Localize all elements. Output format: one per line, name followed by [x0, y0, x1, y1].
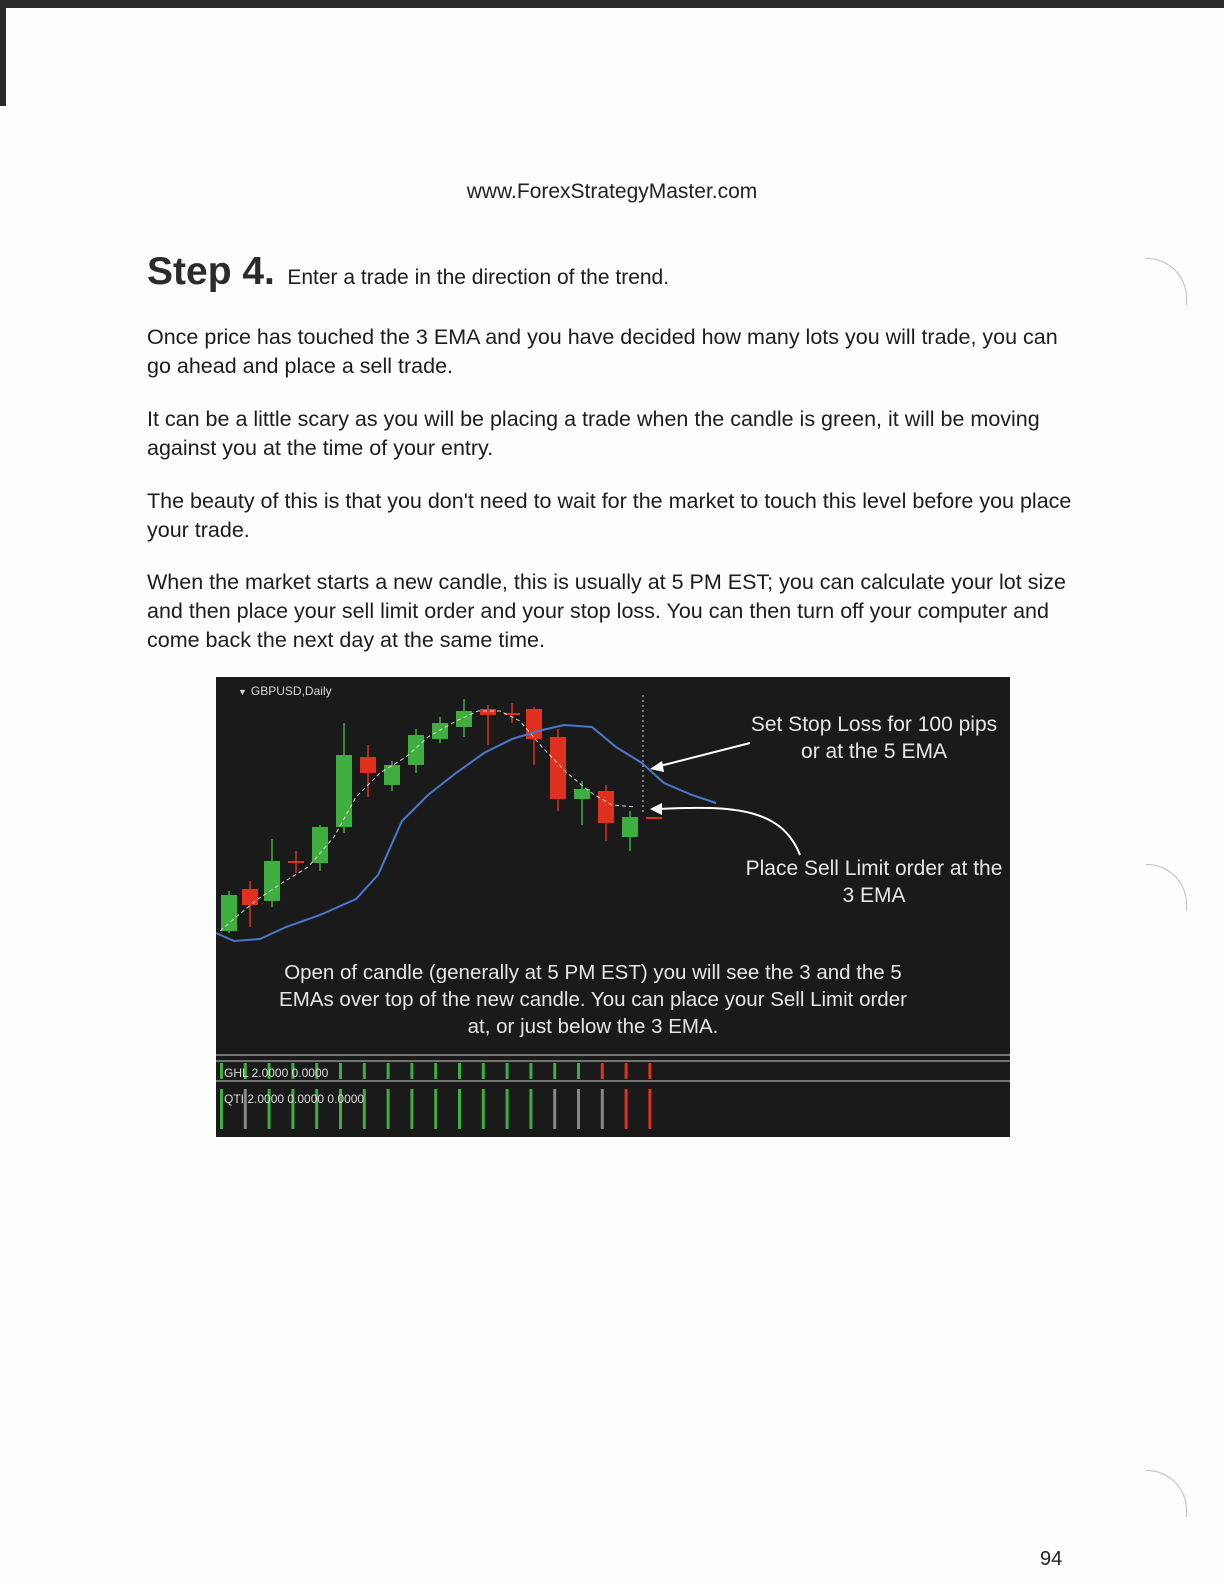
ghl-bar: [339, 1063, 342, 1079]
ghl-bar: [648, 1063, 651, 1079]
step-heading: [147, 250, 669, 294]
ghl-bar: [434, 1063, 437, 1079]
candle-body: [264, 861, 280, 901]
ghl-indicator-label: GHL 2.0000 0.0000: [224, 1066, 329, 1080]
qti-bar: [220, 1089, 223, 1129]
qti-bar: [529, 1089, 532, 1129]
qti-indicator-label: QTI 2.0000 0.0000 0.0000: [224, 1092, 365, 1106]
candle-body: [480, 709, 496, 715]
qti-bar: [625, 1089, 628, 1129]
candle-body: [221, 895, 237, 931]
ghl-bar: [601, 1063, 604, 1079]
qti-bar: [434, 1089, 437, 1129]
ghl-bar: [387, 1063, 390, 1079]
site-url: www.ForexStrategyMaster.com: [466, 180, 758, 203]
ghl-bar: [410, 1063, 413, 1079]
candle-body: [646, 817, 662, 819]
ghl-bar: [506, 1063, 509, 1079]
sell-limit-arrowhead: [650, 803, 662, 815]
forex-chart-screenshot: [216, 677, 1010, 1137]
ghl-bar: [458, 1063, 461, 1079]
stop-loss-arrowhead: [650, 761, 664, 772]
qti-bar: [601, 1089, 604, 1129]
chart-title-text: GBPUSD,Daily: [250, 684, 332, 698]
stop-loss-arrow: [656, 743, 750, 767]
candle-body: [550, 737, 566, 799]
paragraph-no-wait: The beauty of this is that you don't need to wait for the market to touch this level before you place your trade.: [147, 489, 1072, 542]
candle-body: [336, 755, 352, 827]
qti-bar: [577, 1089, 580, 1129]
binder-hole-mark: [1146, 1470, 1187, 1517]
sell-limit-arrow: [658, 808, 800, 855]
candle-body: [622, 817, 638, 837]
paragraph-new-candle: When the market starts a new candle, this is usually at 5 PM EST; you can calculate your lot size and then place your sell limit order and your stop loss. You can then turn off your computer and come back the next day at the same time.: [147, 570, 1066, 652]
dropdown-triangle-icon: ▼: [238, 687, 247, 697]
ghl-bar: [363, 1063, 366, 1079]
candlesticks: [221, 699, 662, 933]
paragraph-place-sell-trade: Once price has touched the 3 EMA and you have decided how many lots you will trade, you can go ahead and place a sell trade.: [147, 325, 1058, 378]
qti-bar: [648, 1089, 651, 1129]
qti-bar: [553, 1089, 556, 1129]
candle-body: [360, 757, 376, 773]
sell-limit-annotation: Place Sell Limit order at the 3 EMA: [745, 857, 1003, 907]
step-description: Enter a trade in the direction of the trend.: [287, 266, 670, 289]
stop-loss-annotation: Set Stop Loss for 100 pips or at the 5 EMA: [750, 713, 998, 763]
qti-bar: [410, 1089, 413, 1129]
step-label: Step 4.: [147, 250, 275, 293]
qti-bar: [458, 1089, 461, 1129]
binder-hole-mark: [1146, 258, 1187, 305]
ghl-bar: [482, 1063, 485, 1079]
open-candle-annotation: Open of candle (generally at 5 PM EST) you will see the 3 and the 5 EMAs over top of the new candle. You can place your Sell Limit order at, or just below the 3 EMA.: [279, 961, 907, 1038]
candle-body: [456, 711, 472, 727]
ema-3-line: [220, 711, 636, 931]
paragraph-scary-entry: It can be a little scary as you will be placing a trade when the candle is green, it will be moving against you at the time of your entry.: [147, 407, 1040, 460]
candle-body: [432, 723, 448, 739]
ghl-bar: [220, 1063, 223, 1079]
chart-title: [238, 684, 332, 698]
candle-body: [384, 765, 400, 785]
candle-body: [288, 861, 304, 863]
qti-bar: [482, 1089, 485, 1129]
ema-5-line: [216, 725, 716, 941]
candle-body: [598, 791, 614, 823]
page-number: 94: [1040, 1548, 1063, 1570]
candle-body: [242, 889, 258, 905]
scan-edge-top: [0, 0, 1224, 8]
candle-body: [312, 827, 328, 863]
scan-edge-left: [0, 0, 6, 106]
ghl-bar: [625, 1063, 628, 1079]
qti-bar: [506, 1089, 509, 1129]
ghl-bar: [577, 1063, 580, 1079]
ghl-bar: [553, 1063, 556, 1079]
qti-bar: [387, 1089, 390, 1129]
candle-body: [408, 735, 424, 765]
binder-hole-mark: [1146, 864, 1187, 911]
ghl-bar: [529, 1063, 532, 1079]
